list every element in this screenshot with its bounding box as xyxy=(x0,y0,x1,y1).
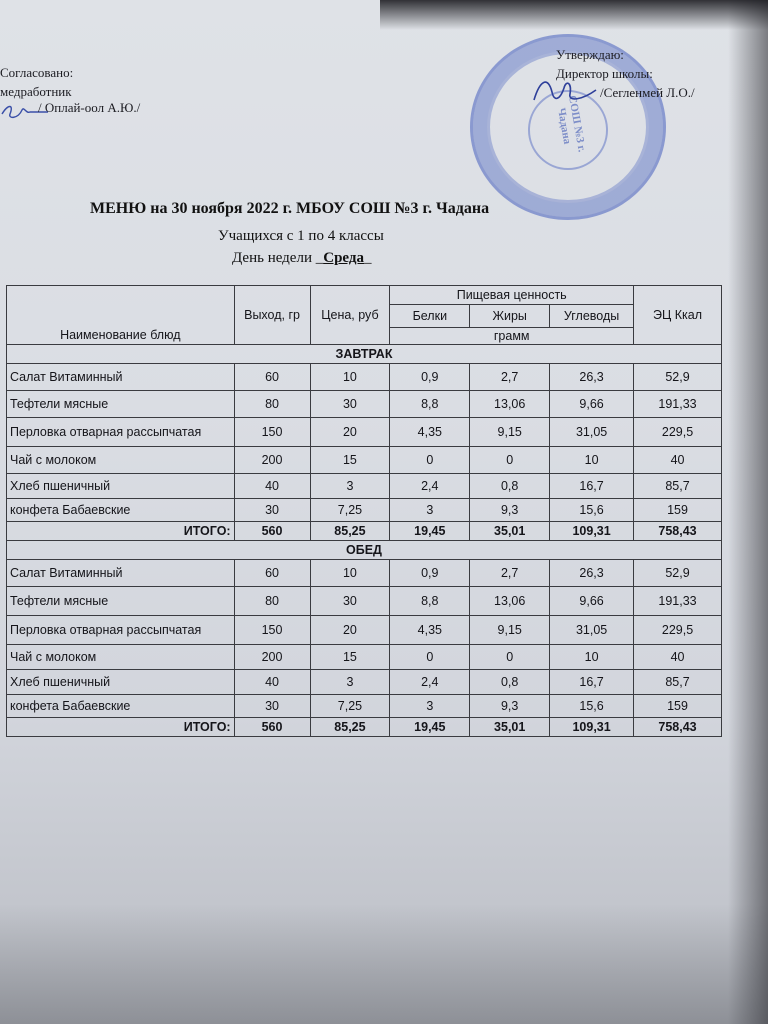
value-cell: 0,9 xyxy=(390,364,470,391)
value-cell: 0 xyxy=(390,447,470,474)
value-cell: 4,35 xyxy=(390,616,470,645)
total-row xyxy=(7,522,722,541)
total-value: 35,01 xyxy=(470,718,550,737)
seal-text: СОШ №3 г. Чадана xyxy=(555,94,588,153)
value-cell: 229,5 xyxy=(634,418,722,447)
col-header-price: Цена, руб xyxy=(310,286,390,345)
section-title: ОБЕД xyxy=(7,541,722,560)
value-cell: 16,7 xyxy=(550,474,634,499)
dish-name-cell: Чай с молоком xyxy=(7,447,235,474)
value-cell: 3 xyxy=(390,695,470,718)
value-cell: 10 xyxy=(310,560,390,587)
page-shadow-right xyxy=(728,0,768,1024)
table-row xyxy=(7,418,722,447)
menu-table xyxy=(6,285,722,737)
medic-label: медработник xyxy=(0,84,72,99)
value-cell: 0,9 xyxy=(390,560,470,587)
director-label: Директор школы: xyxy=(556,66,653,81)
value-cell: 15,6 xyxy=(550,695,634,718)
value-cell: 16,7 xyxy=(550,670,634,695)
approve-label: Утверждаю: xyxy=(556,47,624,62)
value-cell: 159 xyxy=(634,499,722,522)
col-header-unit: грамм xyxy=(390,328,634,345)
value-cell: 200 xyxy=(234,447,310,474)
col-header-fat: Жиры xyxy=(470,305,550,328)
value-cell: 85,7 xyxy=(634,670,722,695)
value-cell: 52,9 xyxy=(634,364,722,391)
section-title: ЗАВТРАК xyxy=(7,345,722,364)
total-value: 85,25 xyxy=(310,522,390,541)
dish-name-cell: Тефтели мясные xyxy=(7,391,235,418)
value-cell: 0 xyxy=(470,645,550,670)
total-value: 85,25 xyxy=(310,718,390,737)
value-cell: 229,5 xyxy=(634,616,722,645)
section-row xyxy=(7,541,722,560)
page-shadow-bottom xyxy=(0,904,768,1024)
total-value: 109,31 xyxy=(550,718,634,737)
approve-block xyxy=(556,45,695,102)
value-cell: 80 xyxy=(234,587,310,616)
total-value: 758,43 xyxy=(634,522,722,541)
col-header-carbs: Углеводы xyxy=(550,305,634,328)
weekday-suffix: _ xyxy=(363,250,372,266)
total-value: 560 xyxy=(234,522,310,541)
table-row xyxy=(7,587,722,616)
value-cell: 40 xyxy=(634,447,722,474)
value-cell: 60 xyxy=(234,560,310,587)
value-cell: 30 xyxy=(234,499,310,522)
value-cell: 9,66 xyxy=(550,391,634,418)
value-cell: 2,4 xyxy=(390,670,470,695)
value-cell: 9,15 xyxy=(470,418,550,447)
value-cell: 80 xyxy=(234,391,310,418)
dish-name-cell: конфета Бабаевские xyxy=(7,695,235,718)
medic-signature-name: / Оплай-оол А.Ю./ xyxy=(38,100,141,115)
value-cell: 15 xyxy=(310,645,390,670)
total-value: 19,45 xyxy=(390,522,470,541)
value-cell: 7,25 xyxy=(310,499,390,522)
value-cell: 20 xyxy=(310,418,390,447)
value-cell: 30 xyxy=(310,391,390,418)
value-cell: 30 xyxy=(234,695,310,718)
value-cell: 9,15 xyxy=(470,616,550,645)
value-cell: 9,3 xyxy=(470,499,550,522)
page-shadow-top xyxy=(380,0,768,30)
value-cell: 191,33 xyxy=(634,587,722,616)
weekday-label: День недели _ xyxy=(232,250,324,266)
table-row xyxy=(7,560,722,587)
section-row xyxy=(7,345,722,364)
value-cell: 10 xyxy=(310,364,390,391)
col-header-name: Наименование блюд xyxy=(7,286,235,345)
dish-name-cell: Перловка отварная рассыпчатая xyxy=(7,418,235,447)
value-cell: 26,3 xyxy=(550,560,634,587)
total-label: ИТОГО: xyxy=(7,718,235,737)
agreed-label: Согласовано: xyxy=(0,65,74,80)
total-value: 560 xyxy=(234,718,310,737)
grades-subtitle: Учащихся с 1 по 4 классы xyxy=(218,228,384,244)
weekday-line xyxy=(232,250,371,267)
value-cell: 2,7 xyxy=(470,560,550,587)
value-cell: 26,3 xyxy=(550,364,634,391)
table-row xyxy=(7,474,722,499)
agreed-block xyxy=(0,63,73,101)
dish-name-cell: Хлеб пшеничный xyxy=(7,670,235,695)
value-cell: 85,7 xyxy=(634,474,722,499)
dish-name-cell: конфета Бабаевские xyxy=(7,499,235,522)
value-cell: 4,35 xyxy=(390,418,470,447)
value-cell: 60 xyxy=(234,364,310,391)
value-cell: 2,4 xyxy=(390,474,470,499)
value-cell: 31,05 xyxy=(550,418,634,447)
table-row xyxy=(7,616,722,645)
value-cell: 13,06 xyxy=(470,391,550,418)
table-row xyxy=(7,695,722,718)
dish-name-cell: Тефтели мясные xyxy=(7,587,235,616)
table-row xyxy=(7,670,722,695)
col-header-protein: Белки xyxy=(390,305,470,328)
dish-name-cell: Перловка отварная рассыпчатая xyxy=(7,616,235,645)
total-value: 758,43 xyxy=(634,718,722,737)
value-cell: 30 xyxy=(310,587,390,616)
value-cell: 8,8 xyxy=(390,391,470,418)
table-row xyxy=(7,447,722,474)
value-cell: 191,33 xyxy=(634,391,722,418)
dish-name-cell: Салат Витаминный xyxy=(7,364,235,391)
dish-name-cell: Чай с молоком xyxy=(7,645,235,670)
value-cell: 150 xyxy=(234,418,310,447)
table-row xyxy=(7,391,722,418)
menu-table-body xyxy=(7,345,722,737)
value-cell: 150 xyxy=(234,616,310,645)
value-cell: 3 xyxy=(390,499,470,522)
page-title: МЕНЮ на 30 ноября 2022 г. МБОУ СОШ №3 г. Чадана xyxy=(90,200,490,217)
table-row xyxy=(7,364,722,391)
value-cell: 0 xyxy=(390,645,470,670)
table-row xyxy=(7,645,722,670)
value-cell: 15 xyxy=(310,447,390,474)
value-cell: 40 xyxy=(634,645,722,670)
weekday-value: Среда xyxy=(323,250,364,266)
col-header-nutrition: Пищевая ценность xyxy=(390,286,634,305)
total-value: 19,45 xyxy=(390,718,470,737)
col-header-output: Выход, гр xyxy=(234,286,310,345)
value-cell: 2,7 xyxy=(470,364,550,391)
value-cell: 0,8 xyxy=(470,474,550,499)
value-cell: 52,9 xyxy=(634,560,722,587)
value-cell: 3 xyxy=(310,474,390,499)
value-cell: 20 xyxy=(310,616,390,645)
col-header-energy: ЭЦ Ккал xyxy=(634,286,722,345)
total-value: 109,31 xyxy=(550,522,634,541)
value-cell: 7,25 xyxy=(310,695,390,718)
value-cell: 8,8 xyxy=(390,587,470,616)
value-cell: 10 xyxy=(550,645,634,670)
dish-name-cell: Салат Витаминный xyxy=(7,560,235,587)
value-cell: 0 xyxy=(470,447,550,474)
value-cell: 15,6 xyxy=(550,499,634,522)
value-cell: 159 xyxy=(634,695,722,718)
value-cell: 31,05 xyxy=(550,616,634,645)
value-cell: 10 xyxy=(550,447,634,474)
value-cell: 3 xyxy=(310,670,390,695)
total-row xyxy=(7,718,722,737)
value-cell: 9,3 xyxy=(470,695,550,718)
dish-name-cell: Хлеб пшеничный xyxy=(7,474,235,499)
director-name: /Сегленмей Л.О./ xyxy=(600,85,695,100)
total-value: 35,01 xyxy=(470,522,550,541)
value-cell: 40 xyxy=(234,474,310,499)
value-cell: 40 xyxy=(234,670,310,695)
value-cell: 13,06 xyxy=(470,587,550,616)
value-cell: 200 xyxy=(234,645,310,670)
value-cell: 9,66 xyxy=(550,587,634,616)
total-label: ИТОГО: xyxy=(7,522,235,541)
value-cell: 0,8 xyxy=(470,670,550,695)
table-row xyxy=(7,499,722,522)
